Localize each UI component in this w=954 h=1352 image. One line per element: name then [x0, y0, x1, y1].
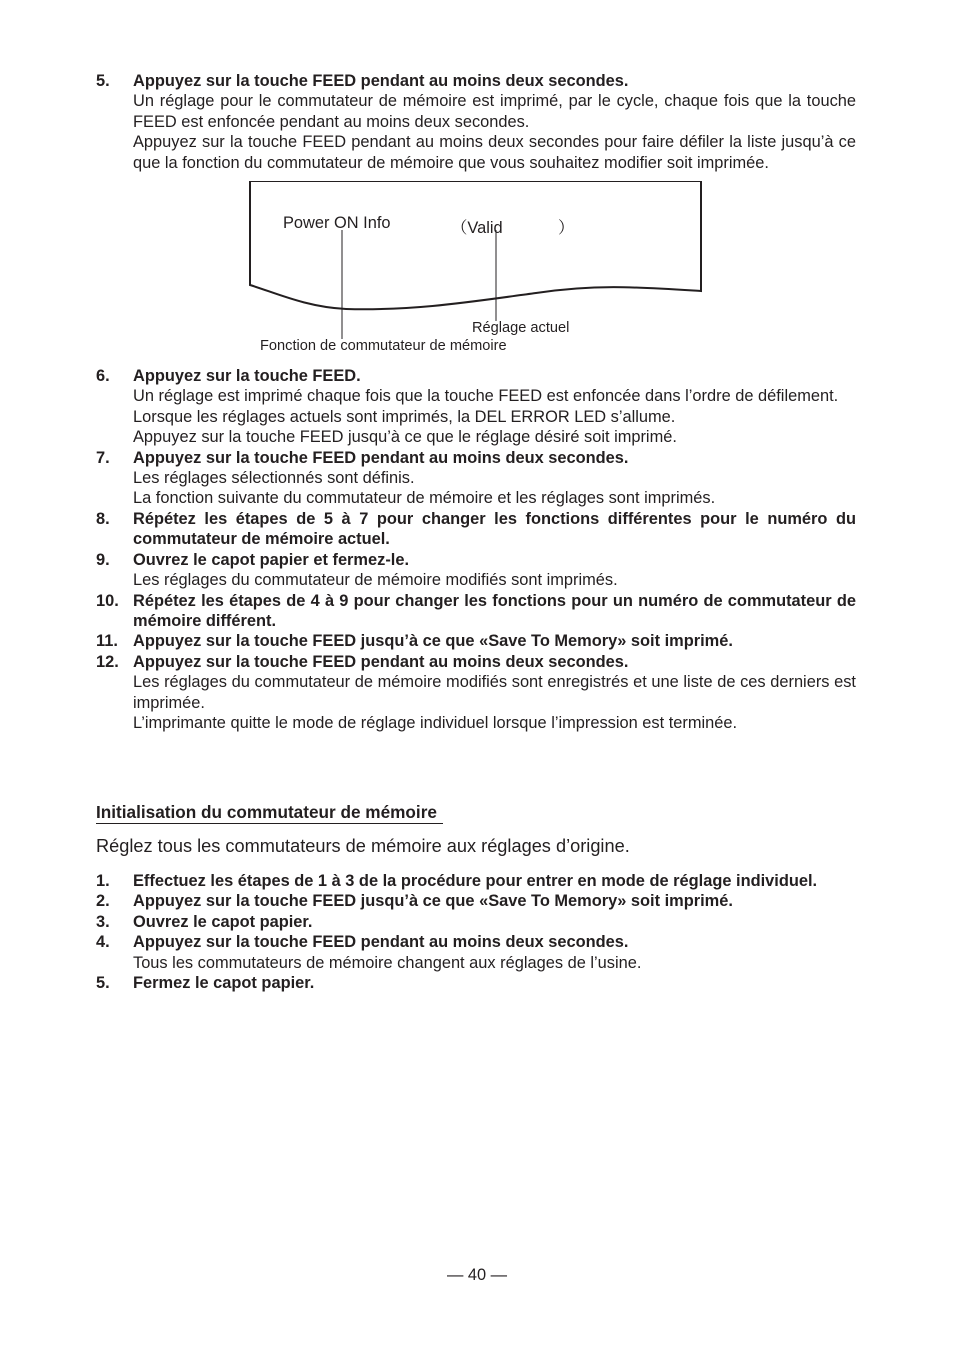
- label-current-setting: Réglage actuel: [472, 320, 570, 337]
- step-title: Ouvrez le capot papier et fermez-le.: [133, 550, 409, 569]
- step-paragraph: Un réglage est imprimé chaque fois que la touche FEED est enfoncée dans l’ordre de défilement.: [133, 387, 839, 406]
- step-paragraph: Appuyez sur la touche FEED pendant au moins deux secondes pour faire défiler la liste jusqu’à ce que la fonction du commutateur de mémoire que vous souhaitez modifier soit imprimée.: [133, 133, 856, 172]
- step-item: [96, 912, 856, 932]
- step-item: [96, 71, 856, 173]
- steps-list: [96, 71, 856, 173]
- step-number: 5.: [96, 974, 110, 993]
- step-paragraph: Lorsque les réglages actuels sont imprimés, la DEL ERROR LED s’allume.: [133, 407, 676, 426]
- step-title: Ouvrez le capot papier.: [133, 912, 313, 931]
- step-number: 3.: [96, 912, 110, 931]
- paper-outline: [250, 181, 701, 309]
- step-number: 11.: [96, 632, 118, 651]
- section-heading: Initialisation du commutateur de mémoire: [96, 801, 443, 824]
- step-item: [96, 509, 856, 550]
- step-title: Fermez le capot papier.: [133, 974, 315, 993]
- step-title: Répétez les étapes de 5 à 7 pour changer les fonctions différentes pour le numéro du commutateur de mémoire actuel.: [133, 509, 856, 549]
- step-title: Appuyez sur la touche FEED pendant au moins deux secondes.: [133, 448, 629, 467]
- step-item: [96, 871, 856, 891]
- step-paragraph: Les réglages du commutateur de mémoire modifiés sont enregistrés et une liste de ces derniers est imprimée.: [133, 673, 856, 712]
- step-item: [96, 448, 856, 509]
- step-paragraph: Tous les commutateurs de mémoire changent aux réglages de l’usine.: [133, 953, 642, 972]
- step-number: 5.: [96, 72, 110, 90]
- step-number: 10.: [96, 591, 119, 610]
- step-title: Appuyez sur la touche FEED pendant au moins deux secondes.: [133, 72, 629, 90]
- printed-close-paren: ）: [558, 219, 575, 238]
- instructions-column: [96, 71, 856, 733]
- printed-function-text: Power ON Info: [283, 214, 391, 233]
- printed-value-text: （Valid: [451, 219, 503, 238]
- step-number: 8.: [96, 509, 110, 528]
- step-paragraph: Un réglage pour le commutateur de mémoire est imprimé, par le cycle, chaque fois que la touche FEED est enfoncée pendant au moins deux secondes.: [133, 92, 856, 131]
- step-paragraph: Appuyez sur la touche FEED jusqu’à ce que le réglage désiré soit imprimé.: [133, 428, 677, 447]
- step-number: 6.: [96, 367, 110, 386]
- label-function: Fonction de commutateur de mémoire: [260, 338, 507, 355]
- step-item: [96, 652, 856, 734]
- printout-diagram: [96, 181, 856, 366]
- step-title: Appuyez sur la touche FEED pendant au moins deux secondes.: [133, 652, 629, 671]
- step-item: [96, 366, 856, 448]
- step-paragraph: L’imprimante quitte le mode de réglage individuel lorsque l’impression est terminée.: [133, 713, 738, 732]
- step-number: 1.: [96, 872, 110, 890]
- initialisation-steps: [96, 871, 856, 993]
- step-title: Appuyez sur la touche FEED.: [133, 367, 361, 386]
- step-number: 9.: [96, 550, 110, 569]
- step-title: Appuyez sur la touche FEED jusqu’à ce que «Save To Memory» soit imprimé.: [133, 632, 733, 651]
- step-title: Répétez les étapes de 4 à 9 pour changer les fonctions pour un numéro de commutateur de mémoire différent.: [133, 591, 856, 630]
- step-paragraph: La fonction suivante du commutateur de mémoire et les réglages sont imprimés.: [133, 489, 716, 508]
- step-item: [96, 973, 856, 993]
- step-paragraph: Les réglages sélectionnés sont définis.: [133, 469, 415, 488]
- step-item: [96, 591, 856, 632]
- step-title: Effectuez les étapes de 1 à 3 de la procédure pour entrer en mode de réglage individuel.: [133, 872, 818, 890]
- section-intro: Réglez tous les commutateurs de mémoire aux réglages d’origine.: [96, 836, 630, 856]
- step-paragraph: Les réglages du commutateur de mémoire modifiés sont imprimés.: [133, 571, 618, 590]
- steps-list: [96, 871, 856, 993]
- step-number: 12.: [96, 652, 119, 671]
- step-item: [96, 631, 856, 651]
- step-item: [96, 932, 856, 973]
- step-title: Appuyez sur la touche FEED pendant au moins deux secondes.: [133, 933, 629, 952]
- step-title: Appuyez sur la touche FEED jusqu’à ce que «Save To Memory» soit imprimé.: [133, 892, 733, 911]
- step-number: 7.: [96, 448, 110, 467]
- steps-list: [96, 366, 856, 733]
- step-number: 4.: [96, 933, 110, 952]
- step-number: 2.: [96, 892, 110, 911]
- step-item: [96, 550, 856, 591]
- page-number: — 40 —: [446, 1266, 508, 1284]
- step-item: [96, 891, 856, 911]
